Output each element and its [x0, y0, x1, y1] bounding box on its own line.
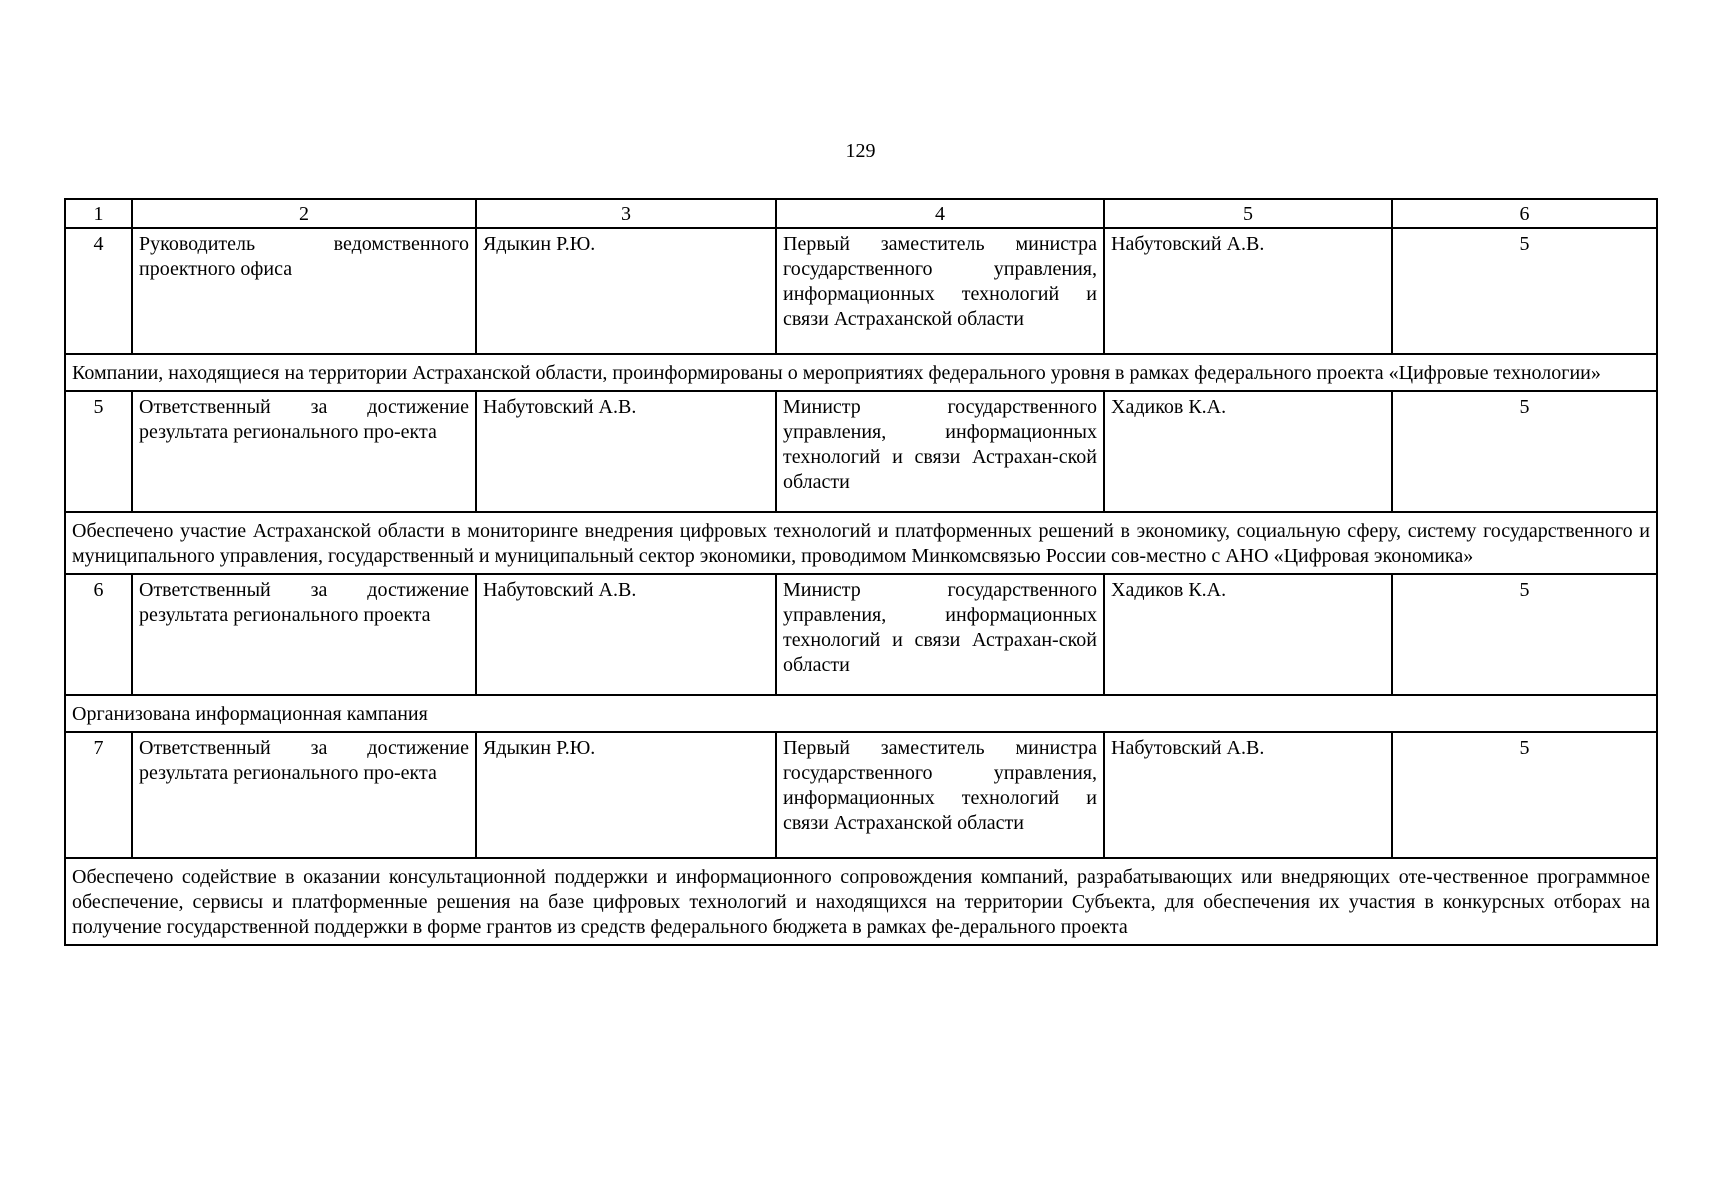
- section-row: [65, 695, 1657, 732]
- value-cell: 5: [1392, 391, 1657, 512]
- role-cell: Ответственный за достижение результата регионального проекта: [132, 574, 476, 695]
- person-cell: Ядыкин Р.Ю.: [476, 732, 776, 858]
- page-number: 129: [845, 140, 876, 162]
- value-cell: 5: [1392, 732, 1657, 858]
- position-cell: Министр государственного управления, информационных технологий и связи Астрахан-ской области: [776, 574, 1104, 695]
- role-cell: Руководитель ведомственного проектного офиса: [132, 228, 476, 354]
- header-cell: 1: [65, 199, 132, 228]
- supervisor-cell: Хадиков К.А.: [1104, 574, 1392, 695]
- table-row: [65, 574, 1657, 695]
- table-row: [65, 391, 1657, 512]
- section-text: Организована информационная кампания: [65, 695, 1657, 732]
- section-row: [65, 858, 1657, 945]
- supervisor-cell: Набутовский А.В.: [1104, 228, 1392, 354]
- value-cell: 5: [1392, 228, 1657, 354]
- position-cell: Первый заместитель министра государственного управления, информационных технологий и связи Астраханской области: [776, 732, 1104, 858]
- position-cell: Министр государственного управления, информационных технологий и связи Астрахан-ской области: [776, 391, 1104, 512]
- section-text: Обеспечено участие Астраханской области в мониторинге внедрения цифровых технологий и платформенных решений в экономику, социальную сферу, систему государственного и муниципального управления, государственный и муниципальный сектор экономики, проводимом Минкомсвязью России сов-местно с АНО «Цифровая экономика»: [65, 512, 1657, 574]
- supervisor-cell: Хадиков К.А.: [1104, 391, 1392, 512]
- header-cell: 3: [476, 199, 776, 228]
- value-cell: 5: [1392, 574, 1657, 695]
- row-number: 5: [65, 391, 132, 512]
- header-cell: 5: [1104, 199, 1392, 228]
- header-cell: 4: [776, 199, 1104, 228]
- supervisor-cell: Набутовский А.В.: [1104, 732, 1392, 858]
- section-text: Компании, находящиеся на территории Астраханской области, проинформированы о мероприятиях федерального уровня в рамках федерального проекта «Цифровые технологии»: [65, 354, 1657, 391]
- row-number: 4: [65, 228, 132, 354]
- table-row: [65, 732, 1657, 858]
- table-row: [65, 228, 1657, 354]
- header-cell: 2: [132, 199, 476, 228]
- row-number: 6: [65, 574, 132, 695]
- section-text: Обеспечено содействие в оказании консультационной поддержки и информационного сопровождения компаний, разрабатывающих или внедряющих оте-чественное программное обеспечение, сервисы и платформенные решения на базе цифровых технологий и находящихся на территории Субъекта, для обеспечения их участия в конкурсных отборах на получение государственной поддержки в форме грантов из средств федерального бюджета в рамках фе-дерального проекта: [65, 858, 1657, 945]
- position-cell: Первый заместитель министра государственного управления, информационных технологий и связи Астраханской области: [776, 228, 1104, 354]
- person-cell: Набутовский А.В.: [476, 574, 776, 695]
- responsibility-table: [64, 198, 1658, 946]
- section-row: [65, 354, 1657, 391]
- person-cell: Набутовский А.В.: [476, 391, 776, 512]
- role-cell: Ответственный за достижение результата регионального про-екта: [132, 391, 476, 512]
- role-cell: Ответственный за достижение результата регионального про-екта: [132, 732, 476, 858]
- section-row: [65, 512, 1657, 574]
- row-number: 7: [65, 732, 132, 858]
- table-header-row: [65, 199, 1657, 228]
- person-cell: Ядыкин Р.Ю.: [476, 228, 776, 354]
- header-cell: 6: [1392, 199, 1657, 228]
